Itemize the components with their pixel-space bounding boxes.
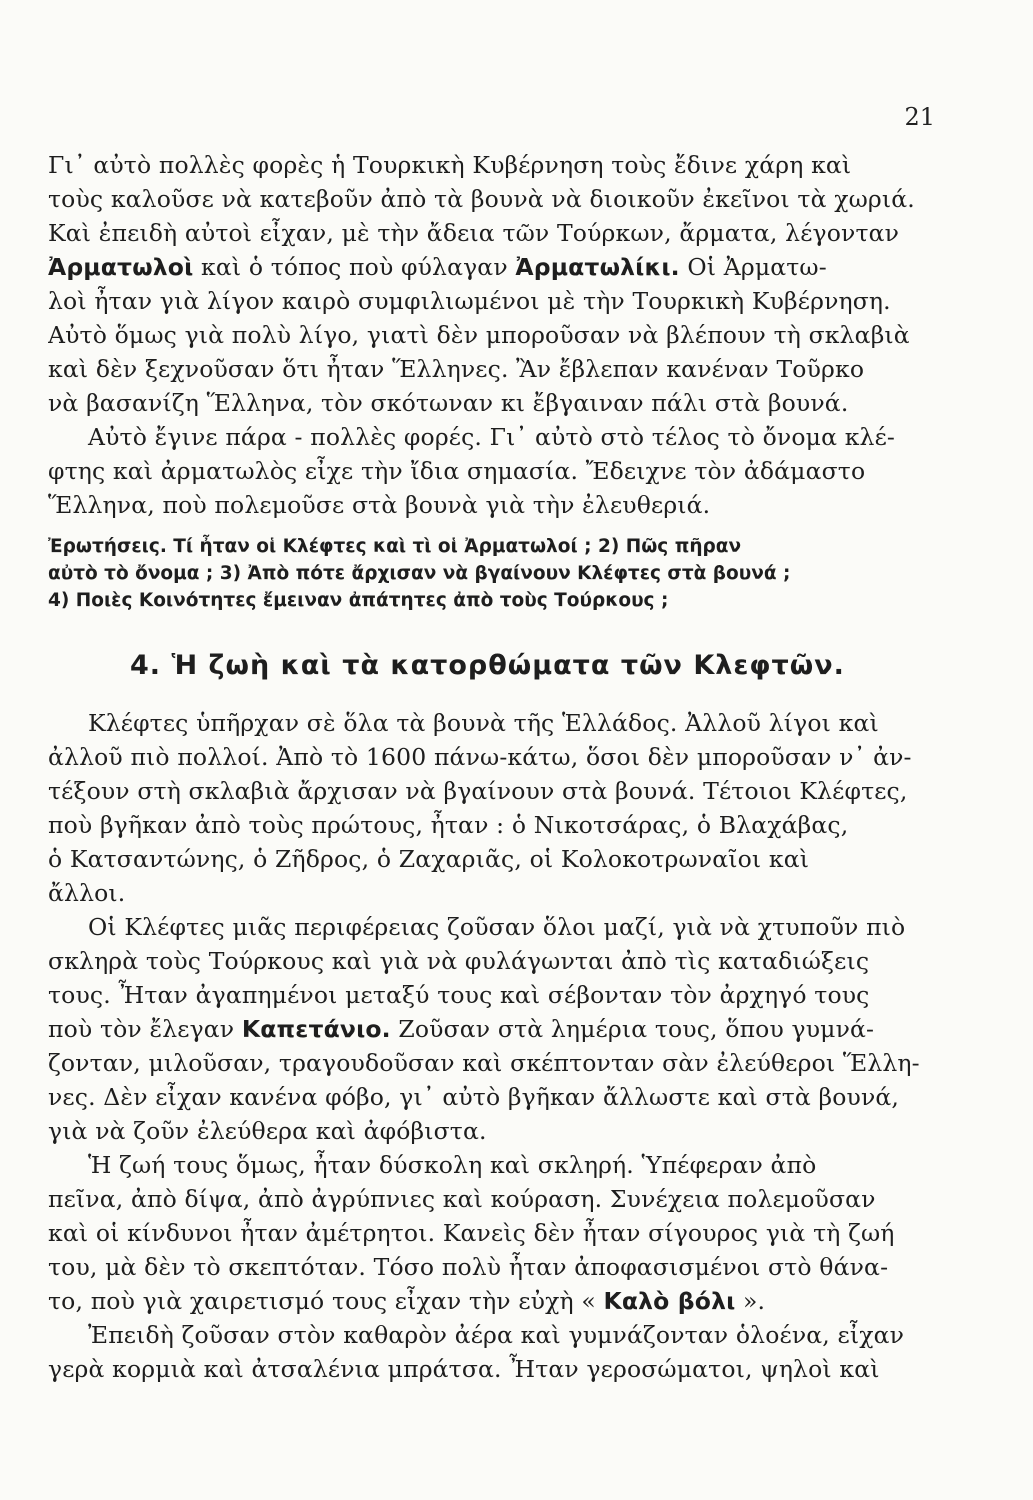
question-line: αὐτὸ τὸ ὄνομα ; 3) Ἀπὸ πότε ἄρχισαν νὰ βγαίνουν Κλέφτες στὰ βουνά ;: [48, 563, 791, 584]
text-line: τέξουν στὴ σκλαβιὰ ἄρχισαν νὰ βγαίνουν στὰ βουνά. Τέτοιοι Κλέφτες,: [48, 777, 908, 805]
text-line: καὶ δὲν ξεχνοῦσαν ὅτι ἦταν Ἕλληνες. Ἂν ἔβλεπαν κανέναν Τοῦρκο: [48, 355, 865, 383]
paragraph: [48, 910, 943, 1148]
text-run: ποὺ τὸν ἔλεγαν: [48, 1015, 242, 1043]
text-line: νὰ βασανίζη Ἕλληνα, τὸν σκότωναν κι ἔβγαιναν πάλι στὰ βουνά.: [48, 389, 849, 417]
text-line: τοὺς καλοῦσε νὰ κατεβοῦν ἀπὸ τὰ βουνὰ νὰ διοικοῦν ἐκεῖνοι τὰ χωριά.: [48, 185, 915, 213]
text-run: ».: [735, 1287, 766, 1315]
paragraph: [48, 148, 943, 420]
text-line: ζονταν, μιλοῦσαν, τραγουδοῦσαν καὶ σκέπτονταν σὰν ἐλεύθεροι Ἕλλη-: [48, 1049, 920, 1077]
text-line: Ἕλληνα, ποὺ πολεμοῦσε στὰ βουνὰ γιὰ τὴν ἐλευθεριά.: [48, 491, 711, 519]
bottom-text-block: [48, 706, 943, 1386]
text-line: του, μὰ δὲν τὸ σκεπτόταν. Τόσο πολὺ ἦταν ἀποφασισμένοι στὸ θάνα-: [48, 1253, 889, 1281]
text-line: Γι᾿ αὐτὸ πολλὲς φορὲς ἡ Τουρκικὴ Κυβέρνηση τοὺς ἔδινε χάρη καὶ: [48, 151, 852, 179]
text-line: [48, 250, 943, 284]
questions-block: [48, 533, 943, 614]
paragraph: [48, 1148, 943, 1318]
paragraph: [48, 706, 943, 910]
text-line: φτης καὶ ἀρματωλὸς εἶχε τὴν ἴδια σημασία. Ἔδειχνε τὸν ἀδάμαστο: [48, 457, 866, 485]
question-line: 4) Ποιὲς Κοινότητες ἔμειναν ἀπάτητες ἀπὸ τοὺς Τούρκους ;: [48, 590, 669, 611]
text-line: γιὰ νὰ ζοῦν ἐλεύθερα καὶ ἀφόβιστα.: [48, 1117, 487, 1145]
question-line: Ἐρωτήσεις. Τί ἦταν οἱ Κλέφτες καὶ τὶ οἱ Ἀρματωλοί ; 2) Πῶς πῆραν: [48, 536, 742, 557]
text-line: τους. Ἦταν ἀγαπημένοι μεταξύ τους καὶ σέβονταν τὸν ἀρχηγό τους: [48, 981, 870, 1009]
text-line: Καὶ ἐπειδὴ αὐτοὶ εἶχαν, μὲ τὴν ἄδεια τῶν Τούρκων, ἄρματα, λέγονταν: [48, 219, 900, 247]
text-line: λοὶ ἦταν γιὰ λίγον καιρὸ συμφιλιωμένοι μὲ τὴν Τουρκικὴ Κυβέρνηση.: [48, 287, 891, 315]
text-line: ἄλλοι.: [48, 879, 126, 907]
text-line: [48, 1012, 943, 1046]
text-line: καὶ οἱ κίνδυνοι ἦταν ἀμέτρητοι. Κανεὶς δὲν ἦταν σίγουρος γιὰ τὴ ζωή: [48, 1219, 895, 1247]
text-line: Οἱ Κλέφτες μιᾶς περιφέρειας ζοῦσαν ὅλοι μαζί, γιὰ νὰ χτυποῦν πιὸ: [88, 913, 906, 941]
text-line: Αὐτὸ ὅμως γιὰ πολὺ λίγο, γιατὶ δὲν μποροῦσαν νὰ βλέπουν τὴ σκλαβιὰ: [48, 321, 910, 349]
text-line: ποὺ βγῆκαν ἀπὸ τοὺς πρώτους, ἦταν : ὁ Νικοτσάρας, ὁ Βλαχάβας,: [48, 811, 849, 839]
text-run: Οἱ Ἀρματω-: [679, 253, 827, 281]
bold-term: Ἀρματωλοὶ: [48, 253, 194, 281]
text-run: καὶ ὁ τόπος ποὺ φύλαγαν: [193, 253, 516, 281]
text-line: γερὰ κορμιὰ καὶ ἀτσαλένια μπράτσα. Ἦταν γεροσώματοι, ψηλοὶ καὶ: [48, 1355, 880, 1383]
text-line: [48, 1284, 943, 1318]
text-run: το, ποὺ γιὰ χαιρετισμό τους εἶχαν τὴν εὐχὴ «: [48, 1287, 604, 1315]
text-line: Αὐτὸ ἔγινε πάρα - πολλὲς φορές. Γι᾿ αὐτὸ στὸ τέλος τὸ ὄνομα κλέ-: [88, 423, 896, 451]
text-line: ἀλλοῦ πιὸ πολλοί. Ἀπὸ τὸ 1600 πάνω-κάτω, ὅσοι δὲν μποροῦσαν ν᾿ ἀν-: [48, 743, 912, 771]
bold-term: Καλὸ βόλι: [603, 1287, 736, 1315]
bold-term: Ἀρματωλίκι.: [515, 253, 680, 281]
paragraph: [48, 420, 943, 522]
text-line: Ἐπειδὴ ζοῦσαν στὸν καθαρὸν ἀέρα καὶ γυμνάζονταν ὁλοένα, εἶχαν: [88, 1321, 905, 1349]
text-line: σκληρὰ τοὺς Τούρκους καὶ γιὰ νὰ φυλάγωνται ἀπὸ τὶς καταδιώξεις: [48, 947, 870, 975]
bold-term: Καπετάνιο.: [241, 1015, 391, 1043]
text-run: Ζοῦσαν στὰ λημέρια τους, ὅπου γυμνά-: [390, 1015, 875, 1043]
text-line: Ἡ ζωή τους ὅμως, ἦταν δύσκολη καὶ σκληρή. Ὑπέφεραν ἀπὸ: [88, 1151, 817, 1179]
text-line: ὁ Κατσαντώνης, ὁ Ζῆδρος, ὁ Ζαχαριᾶς, οἱ Κολοκοτρωναῖοι καὶ: [48, 845, 810, 873]
paragraph: [48, 1318, 943, 1386]
page-number: 21: [904, 103, 935, 131]
section-heading: 4. Ἡ ζωὴ καὶ τὰ κατορθώματα τῶν Κλεφτῶν.: [130, 650, 845, 681]
text-line: πεῖνα, ἀπὸ δίψα, ἀπὸ ἀγρύπνιες καὶ κούραση. Συνέχεια πολεμοῦσαν: [48, 1185, 876, 1213]
top-text-block: [48, 148, 943, 522]
text-line: Κλέφτες ὑπῆρχαν σὲ ὅλα τὰ βουνὰ τῆς Ἑλλάδος. Ἀλλοῦ λίγοι καὶ: [88, 709, 879, 737]
text-line: νες. Δὲν εἶχαν κανένα φόβο, γι᾿ αὐτὸ βγῆκαν ἄλλωστε καὶ στὰ βουνά,: [48, 1083, 900, 1111]
